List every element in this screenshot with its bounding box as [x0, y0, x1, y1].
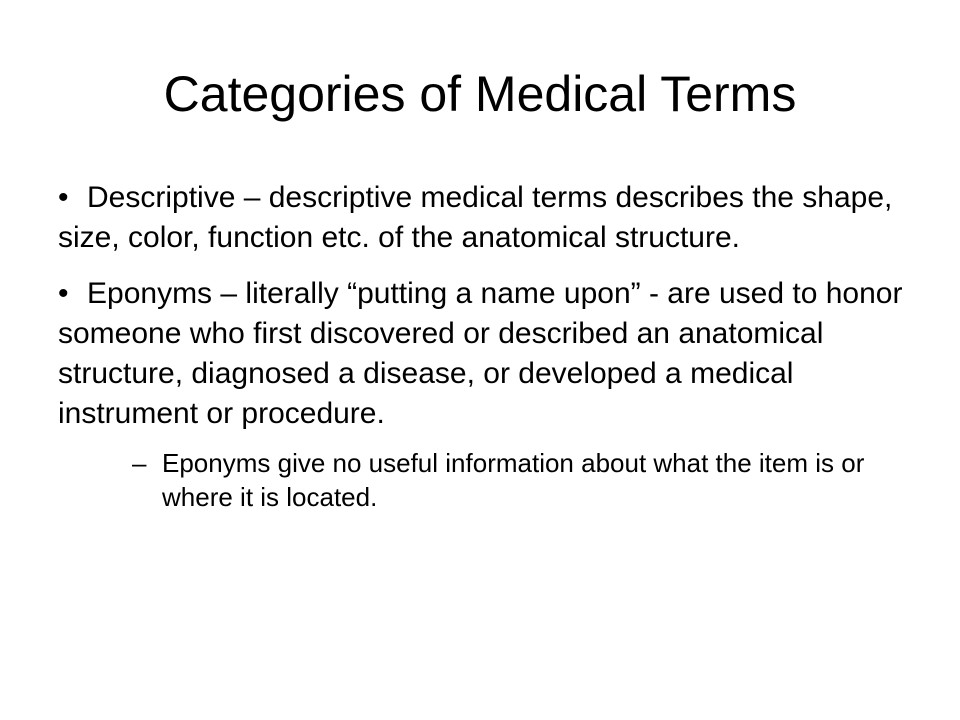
bullet-text: Eponyms – literally “putting a name upon” - are used to honor someone who first discovered or described an anatomical structure, diagnosed a disease, or developed a medical instrument or procedure. [58, 277, 903, 430]
bullet-text: Descriptive – descriptive medical terms describes the shape, size, color, function etc. of the anatomical structure. [58, 181, 893, 254]
slide-title: Categories of Medical Terms [163, 66, 797, 122]
bullet-descriptive [58, 178, 908, 258]
bullet-glyph: • [58, 277, 69, 310]
dash-glyph: – [132, 448, 147, 478]
bullet-eponyms [58, 274, 908, 434]
sub-bullet-eponyms-note [132, 446, 908, 514]
bullet-glyph: • [58, 181, 69, 214]
slide-content [58, 178, 908, 514]
sub-bullet-text: Eponyms give no useful information about what the item is or where it is located. [162, 448, 865, 512]
